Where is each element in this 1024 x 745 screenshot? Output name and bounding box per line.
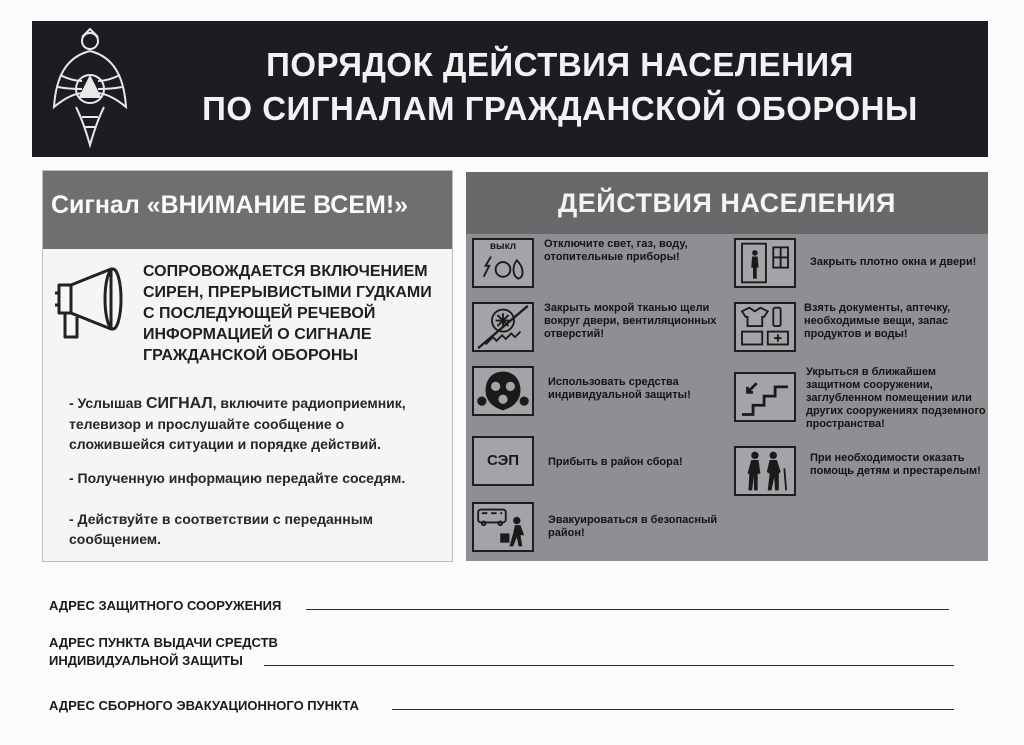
instruction-1-rest: , включите радиоприемник, телевизор и прослушайте сообщение о сложившейся ситуации и порядке действий. — [69, 395, 406, 452]
sep-icon — [472, 436, 534, 486]
window-door-icon — [734, 238, 796, 288]
help-elderly-icon — [734, 446, 796, 496]
title-line-2: ПО СИГНАЛАМ ГРАЖДАНСКОЙ ОБОРОНЫ — [202, 90, 918, 127]
documents-icon — [734, 302, 796, 352]
signal-heading: Сигнал «ВНИМАНИЕ ВСЕМ!» — [43, 171, 452, 249]
instruction-1-keyword: СИГНАЛ — [145, 395, 213, 412]
gas-mask-icon — [472, 366, 534, 416]
action-text-assembly: Прибыть в район сбора! — [548, 456, 683, 468]
action-item-utilities — [472, 238, 727, 288]
megaphone-icon — [53, 263, 127, 341]
actions-heading: ДЕЙСТВИЯ НАСЕЛЕНИЯ — [466, 172, 988, 234]
action-item-assembly — [472, 436, 727, 486]
evacuation-icon — [472, 502, 534, 552]
actions-panel — [466, 172, 988, 561]
instruction-1-prefix: - Услышав — [69, 395, 146, 411]
action-item-evacuate — [472, 502, 727, 552]
instruction-1 — [69, 393, 444, 454]
shelter-address-line[interactable] — [306, 609, 949, 610]
switch-off-label: выкл — [489, 241, 517, 252]
page-title — [142, 43, 978, 131]
action-item-documents — [734, 302, 988, 354]
shelter-stairs-icon — [734, 372, 796, 422]
emblem-icon — [46, 27, 134, 151]
instruction-2: - Полученную информацию передайте соседям. — [69, 470, 406, 486]
action-item-close-windows — [734, 238, 988, 288]
switch-off-icon — [472, 238, 534, 288]
instruction-3: - Действуйте в соответствии с переданным сообщением. — [69, 511, 374, 547]
action-text-help: При необходимости оказать помощь детям и престарелым! — [810, 452, 981, 477]
wet-cloth-icon — [472, 302, 534, 352]
sep-label: СЭП — [486, 452, 520, 469]
action-text-ppe: Использовать средства индивидуальной защиты! — [548, 376, 691, 401]
signal-description: СОПРОВОЖДАЕТСЯ ВКЛЮЧЕНИЕМ СИРЕН, ПРЕРЫВИСТЫМИ ГУДКАМИ С ПОСЛЕДУЮЩЕЙ РЕЧЕВОЙ ИНФОРМАЦИЕЙ О СИГНАЛЕ ГРАЖДАНСКОЙ ОБОРОНЫ — [143, 263, 432, 364]
signal-panel — [42, 170, 453, 562]
action-text-shelter: Укрыться в ближайшем защитном сооружении, заглубленном помещении или других сооружениях подземного пространства! — [806, 366, 986, 430]
title-line-1: ПОРЯДОК ДЕЙСТВИЯ НАСЕЛЕНИЯ — [266, 46, 854, 83]
ppe-address-label-2: ИНДИВИДУАЛЬНОЙ ЗАЩИТЫ — [49, 653, 243, 668]
action-item-wet-cloth — [472, 302, 734, 354]
action-text-utilities: Отключите свет, газ, воду, отопительные приборы! — [544, 238, 688, 263]
evac-address-label: АДРЕС СБОРНОГО ЭВАКУАЦИОННОГО ПУНКТА — [49, 698, 359, 713]
action-text-wet-cloth: Закрыть мокрой тканью щели вокруг двери, вентиляционных отверстий! — [544, 302, 717, 340]
action-text-documents: Взять документы, аптечку, необходимые вещи, запас продуктов и воды! — [804, 302, 951, 340]
ppe-address-label-1: АДРЕС ПУНКТА ВЫДАЧИ СРЕДСТВ — [49, 635, 278, 650]
action-text-close-windows: Закрыть плотно окна и двери! — [810, 256, 977, 268]
evac-address-line[interactable] — [392, 709, 954, 710]
action-item-shelter — [734, 366, 988, 436]
action-item-help — [734, 446, 988, 498]
shelter-address-label: АДРЕС ЗАЩИТНОГО СООРУЖЕНИЯ — [49, 598, 282, 613]
action-text-evacuate: Эвакуироваться в безопасный район! — [548, 514, 718, 539]
ppe-address-line[interactable] — [264, 665, 954, 666]
action-item-ppe — [472, 366, 727, 416]
header-banner — [32, 21, 988, 157]
